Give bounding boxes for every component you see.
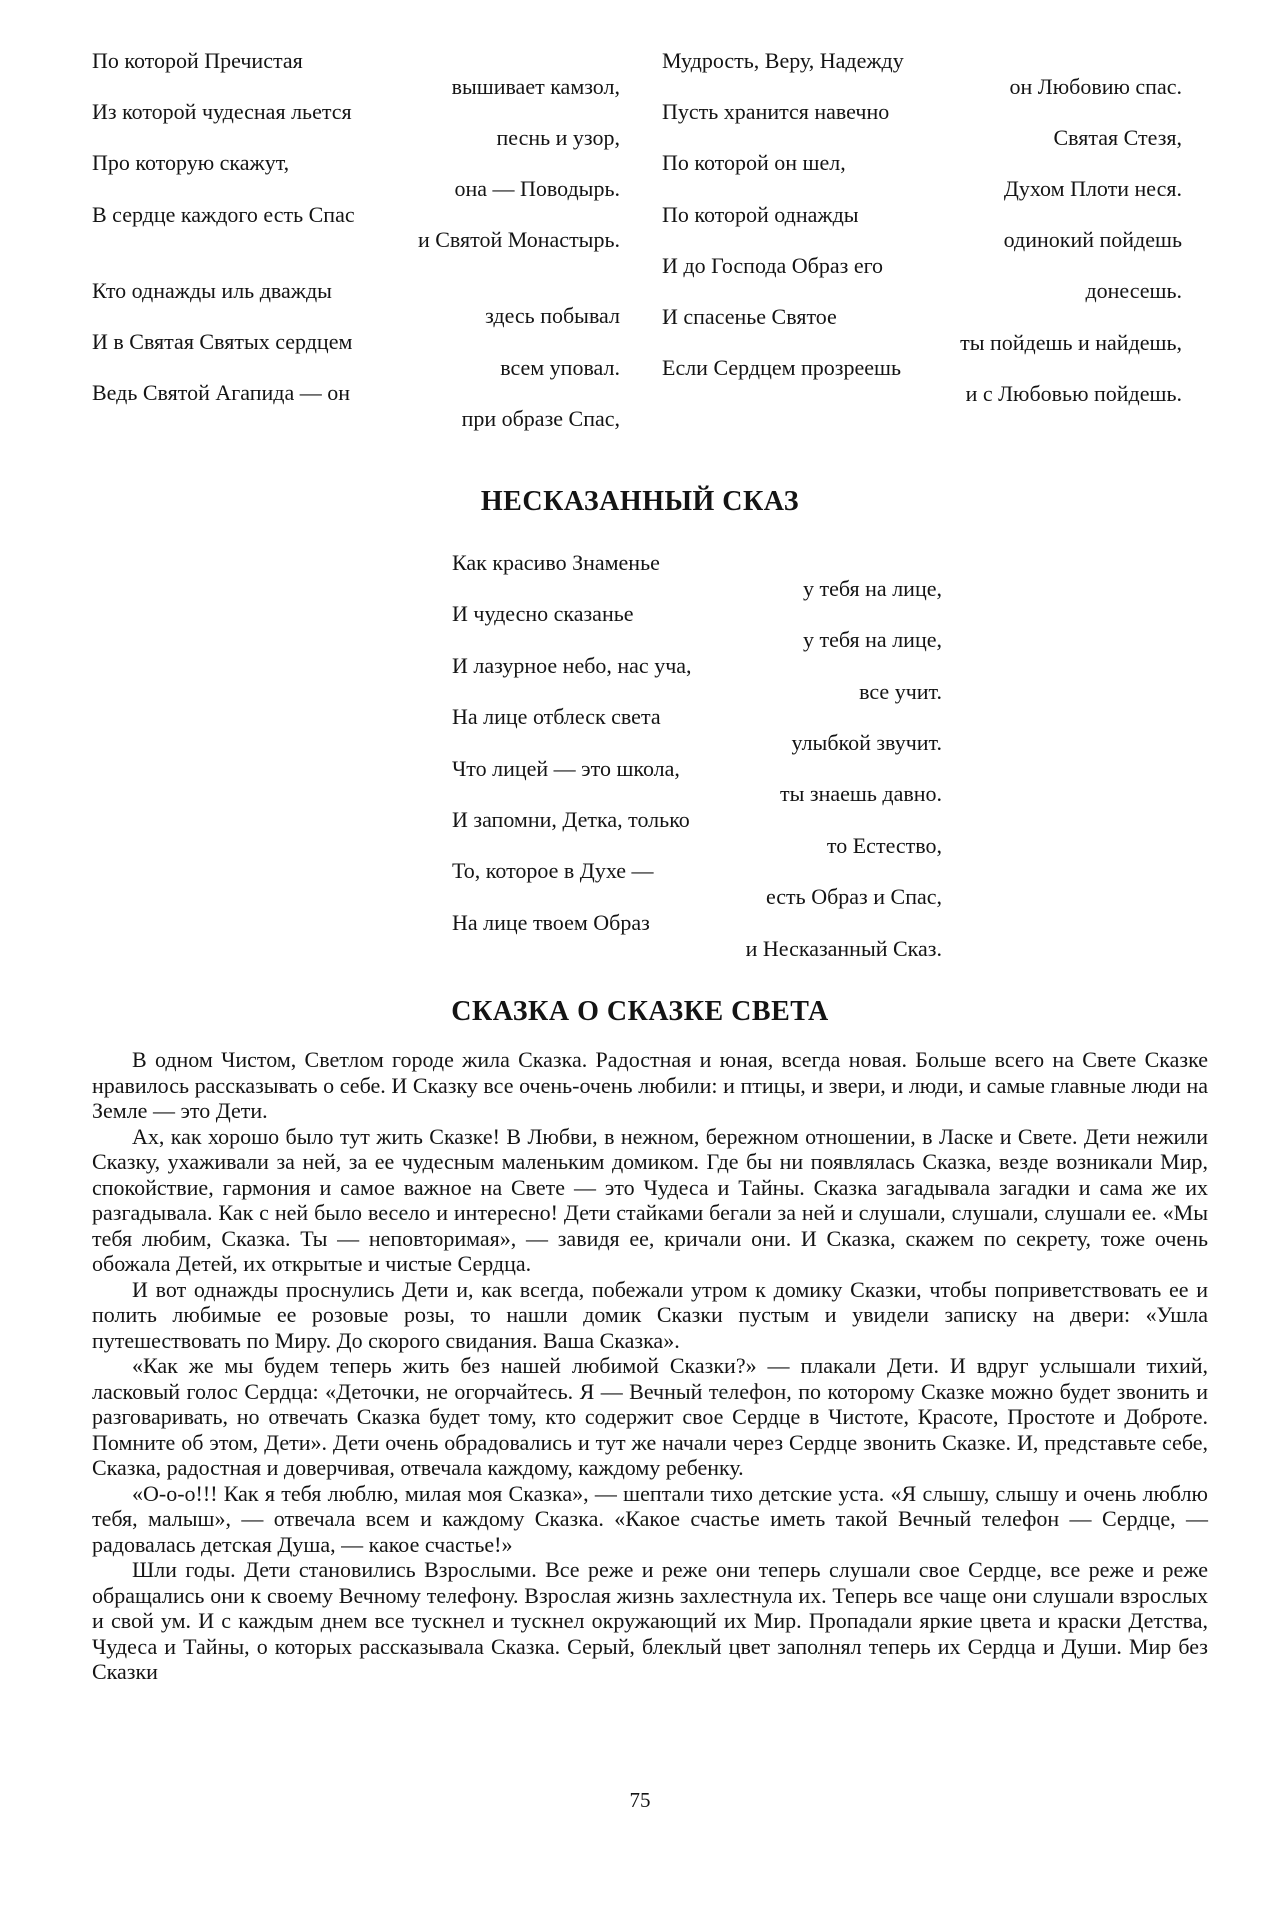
section-title-tale-of-light: СКАЗКА О СКАЗКЕ СВЕТА — [451, 996, 829, 1027]
poem-line: И в Святая Святых сердцем — [92, 328, 353, 354]
poem-line: И запомни, Детка, только — [452, 807, 690, 833]
poem-line: одинокий пойдешь — [1003, 227, 1182, 253]
poem-line: На лице твоем Образ — [452, 909, 650, 935]
poem-line: и Святой Монастырь. — [417, 227, 620, 253]
poem-line: Мудрость, Веру, Надежду — [662, 48, 904, 73]
poem-line: По которой он шел, — [662, 150, 846, 176]
story-paragraph: «О-о-о!!! Как я тебя люблю, милая моя Сказка», — шептали тихо детские уста. «Я слышу, слышу и очень люблю тебя, малыш», — отвечала всем и каждому Сказка. «Какое счастье иметь такой Вечный телефон — Сердце, — радовалась детская Душа, — какое счастье!» — [92, 1480, 1208, 1557]
poem-line: В сердце каждого есть Спас — [92, 201, 355, 227]
poem-line: То, которое в Духе — — [452, 858, 654, 884]
poem-line: то Естество, — [826, 832, 942, 858]
poem-right-column — [662, 48, 1182, 406]
poem-line: Ведь Святой Агапида — он — [92, 380, 351, 406]
poem-line: у тебя на лице, — [803, 627, 942, 653]
story-paragraph: Шли годы. Дети становились Взрослыми. Все реже и реже они теперь слушали свое Сердце, все реже и реже обращались они к своему Вечному телефону. Взрослая жизнь захлестнула их. Теперь все чаще они слушали взрослых и свой ум. И с каждым днем все тускнел и тускнел окружающий их Мир. Пропадали яркие цвета и краски Детства, Чудеса и Тайны, о которых рассказывала Сказка. Серый, блеклый цвет заполнял теперь их Сердца и Души. Мир без Сказки — [92, 1557, 1208, 1684]
poem-line: при образе Спас, — [461, 405, 620, 431]
poem-line: Кто однажды иль дважды — [92, 277, 332, 303]
poem-line: И чудесно сказанье — [452, 601, 634, 627]
poem-line: есть Образ и Спас, — [765, 884, 942, 910]
poem-line: донесешь. — [1085, 278, 1182, 304]
poem-line: Святая Стезя, — [1053, 124, 1182, 150]
poem-line: ты пойдешь и найдешь, — [960, 329, 1182, 355]
poem-unspoken-tale — [452, 550, 942, 961]
poem-line: у тебя на лице, — [803, 575, 942, 601]
poem-left-column — [92, 48, 620, 431]
page-number: 75 — [629, 1788, 651, 1812]
poem-line: песнь и узор, — [496, 124, 620, 150]
story-paragraph: И вот однажды проснулись Дети и, как всегда, побежали утром к домику Сказки, чтобы поприветствовать ее и полить любимые ее розовые розы, то нашли домик Сказки пустым и увидели записку на двери: «Ушла путешествовать по Миру. До скорого свидания. Ваша Сказка». — [92, 1276, 1208, 1353]
poem-line: На лице отблеск света — [452, 704, 661, 730]
poem-line: она — Поводырь. — [454, 175, 620, 201]
poem-line: вышивает камзол, — [451, 73, 620, 99]
poem-line: И до Господа Образ его — [662, 252, 884, 278]
poem-line: Из которой чудесная льется — [92, 99, 352, 125]
poem-line: И лазурное небо, нас уча, — [452, 652, 692, 678]
poem-line: всем уповал. — [500, 354, 620, 380]
poem-line: Про которую скажут, — [92, 150, 290, 176]
poem-line: По которой однажды — [662, 201, 859, 227]
poem-line: улыбкой звучит. — [791, 729, 942, 755]
poem-line: Духом Плоти неся. — [1003, 175, 1182, 201]
poem-line: Если Сердцем прозреешь — [662, 355, 901, 381]
section-title-unspoken-tale: НЕСКАЗАННЫЙ СКАЗ — [480, 486, 800, 517]
poem-line: Пусть хранится навечно — [662, 99, 890, 125]
poem-line: и с Любовью пойдешь. — [965, 380, 1182, 406]
story-paragraph: «Как же мы будем теперь жить без нашей любимой Сказки?» — плакали Дети. И вдруг услышали тихий, ласковый голос Сердца: «Деточки, не огорчайтесь. Я — Вечный телефон, по которому Сказке можно будет звонить и разговаривать, но отвечать Сказка будет тому, кто содержит свое Сердце в Чистоте, Красоте, Простоте и Доброте. Помните об этом, Дети». Дети очень обрадовались и тут же начали через Сердце звонить Сказке. И, представьте себе, Сказка, радостная и доверчивая, отвечала каждому, каждому ребенку. — [92, 1353, 1208, 1480]
poem-line: он Любовию спас. — [1009, 73, 1182, 99]
poem-line: все учит. — [859, 678, 942, 704]
story-paragraph: В одном Чистом, Светлом городе жила Сказка. Радостная и юная, всегда новая. Больше всего на Свете Сказке нравилось рассказывать о себе. И Сказку все очень-очень любили: и птицы, и звери, и люди, и самые главные люди на Земле — это Дети. — [92, 1047, 1208, 1123]
poem-line: Как красиво Знаменье — [452, 550, 660, 575]
poem-line: Что лицей — это школа, — [452, 755, 680, 781]
poem-line: ты знаешь давно. — [780, 781, 942, 807]
stanza-break — [92, 253, 620, 278]
story-text — [92, 1047, 1208, 1685]
poem-line: По которой Пречистая — [92, 48, 303, 73]
poem-line: И спасенье Святое — [662, 303, 837, 329]
story-paragraph: Ах, как хорошо было тут жить Сказке! В Любви, в нежном, бережном отношении, в Ласке и Свете. Дети нежили Сказку, ухаживали за ней, за ее чудесным маленьким домиком. Где бы ни появлялась Сказка, везде возникали Мир, спокойствие, гармония и самое важное на Свете — это Чудеса и Тайны. Сказка загадывала загадки и сама же их разгадывала. Как с ней было весело и интересно! Дети стайками бегали за ней и слушали, слушали, слушали ее. «Мы тебя любим, Сказка. Ты — неповторимая», — завидя ее, кричали они. И Сказка, скажем по секрету, тоже очень обожала Детей, их открытые и чистые Сердца. — [92, 1123, 1208, 1276]
poem-line: здесь побывал — [485, 303, 620, 329]
poem-line: и Несказанный Сказ. — [745, 935, 942, 961]
